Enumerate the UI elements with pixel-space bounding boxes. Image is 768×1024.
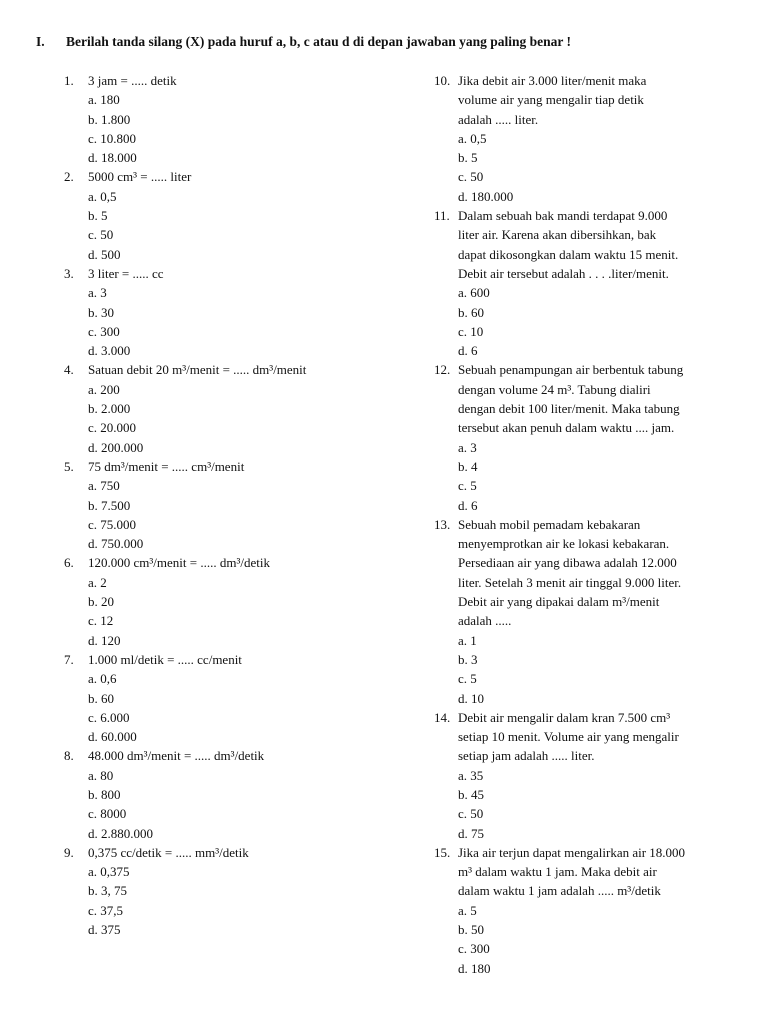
answer-option[interactable]: d. 375	[88, 922, 121, 938]
answer-option[interactable]: a. 3	[458, 439, 477, 455]
question-text: 3 liter = ..... cc	[88, 265, 164, 281]
question-text: 75 dm³/menit = ..... cm³/menit	[88, 458, 245, 474]
answer-option[interactable]: b. 5	[88, 208, 108, 224]
question-block	[434, 515, 734, 708]
answer-option[interactable]: a. 35	[458, 767, 484, 783]
question-text: Jika air terjun dapat mengalirkan air 18.000 m³ dalam waktu 1 jam. Maka debit air dalam waktu 1 jam adalah ..... m³/detik	[458, 844, 686, 899]
answer-option[interactable]: d. 60.000	[88, 729, 137, 745]
question	[64, 650, 394, 669]
answer-option[interactable]: b. 50	[458, 922, 484, 938]
answer-option[interactable]: d. 18.000	[88, 150, 137, 166]
answer-option[interactable]: d. 750.000	[88, 536, 144, 552]
answer-option[interactable]: a. 2	[88, 574, 107, 590]
answer-option[interactable]: b. 30	[88, 304, 114, 320]
answer-options	[64, 187, 394, 264]
answer-option[interactable]: d. 6	[458, 343, 478, 359]
answer-option[interactable]: b. 800	[88, 786, 121, 802]
right-question-column	[434, 71, 734, 978]
answer-options	[64, 380, 394, 457]
question	[64, 71, 394, 90]
answer-option[interactable]: b. 45	[458, 786, 484, 802]
question-block	[64, 746, 394, 842]
answer-options	[64, 476, 394, 553]
answer-option[interactable]: c. 5	[458, 671, 477, 687]
answer-options	[64, 283, 394, 360]
question-number: 11.	[434, 208, 450, 224]
question	[64, 457, 394, 476]
answer-option[interactable]: b. 4	[458, 458, 478, 474]
answer-option[interactable]: a. 80	[88, 767, 114, 783]
question	[434, 843, 734, 901]
question	[434, 515, 734, 631]
question-number: 12.	[434, 362, 451, 378]
question-text: 48.000 dm³/menit = ..... dm³/detik	[88, 748, 265, 764]
answer-option[interactable]: b. 3	[458, 651, 478, 667]
question-text: Satuan debit 20 m³/menit = ..... dm³/menit	[88, 362, 307, 378]
question-block	[64, 553, 394, 649]
answer-option[interactable]: a. 5	[458, 902, 477, 918]
answer-options	[64, 573, 394, 650]
question-block	[434, 708, 734, 843]
question-text: 0,375 cc/detik = ..... mm³/detik	[88, 844, 249, 860]
answer-option[interactable]: c. 50	[458, 169, 484, 185]
answer-option[interactable]: d. 75	[458, 825, 484, 841]
answer-option[interactable]: d. 120	[88, 632, 121, 648]
question-number: 2.	[64, 169, 74, 185]
answer-option[interactable]: b. 3, 75	[88, 883, 127, 899]
question-block	[64, 71, 394, 167]
question	[64, 746, 394, 765]
answer-option[interactable]: c. 300	[88, 323, 120, 339]
answer-options	[434, 129, 734, 206]
left-question-column	[64, 71, 394, 939]
answer-options	[64, 669, 394, 746]
answer-option[interactable]: b. 60	[88, 690, 114, 706]
question-block	[64, 457, 394, 553]
answer-option[interactable]: c. 20.000	[88, 420, 137, 436]
answer-option[interactable]: c. 5	[458, 478, 477, 494]
answer-options	[434, 283, 734, 360]
answer-option[interactable]: a. 200	[88, 381, 120, 397]
answer-option[interactable]: a. 1	[458, 632, 477, 648]
question	[64, 360, 394, 379]
answer-option[interactable]: d. 180.000	[458, 188, 514, 204]
answer-option[interactable]: b. 2.000	[88, 401, 131, 417]
question	[64, 553, 394, 572]
question-text: Sebuah penampungan air berbentuk tabung dengan volume 24 m³. Tabung dialiri dengan debit 100 liter/menit. Maka tabung tersebut akan penuh dalam waktu .... jam.	[458, 362, 684, 436]
answer-option[interactable]: c. 50	[88, 227, 114, 243]
question-number: 7.	[64, 651, 74, 667]
question-text: 1.000 ml/detik = ..... cc/menit	[88, 651, 242, 667]
question-number: 6.	[64, 555, 74, 571]
question-number: 4.	[64, 362, 74, 378]
question-block	[64, 264, 394, 360]
question-number: 5.	[64, 458, 74, 474]
question-block	[434, 360, 734, 514]
answer-options	[64, 766, 394, 843]
answer-options	[64, 90, 394, 167]
question-block	[434, 206, 734, 360]
question-block	[64, 843, 394, 939]
question-number: 15.	[434, 844, 451, 860]
answer-option[interactable]: b. 5	[458, 150, 478, 166]
question-number: 8.	[64, 748, 74, 764]
question	[434, 206, 734, 283]
answer-option[interactable]: c. 37,5	[88, 902, 124, 918]
question-text: Sebuah mobil pemadam kebakaran menyemprotkan air ke lokasi kebakaran. Persediaan air yang dibawa adalah 12.000 liter. Setelah 3 menit air tinggal 9.000 liter. Debit air yang dipakai dalam m³/menit adalah .....	[458, 516, 682, 629]
question-number: 9.	[64, 844, 74, 860]
question-block	[64, 360, 394, 456]
answer-option[interactable]: a. 3	[88, 285, 107, 301]
question-text: 3 jam = ..... detik	[88, 73, 177, 88]
answer-option[interactable]: c. 75.000	[88, 516, 137, 532]
question	[64, 264, 394, 283]
answer-option[interactable]: c. 10	[458, 323, 484, 339]
question-block	[64, 167, 394, 263]
answer-option[interactable]: a. 0,5	[88, 188, 117, 204]
question-text: 120.000 cm³/menit = ..... dm³/detik	[88, 555, 270, 571]
answer-option[interactable]: a. 0,375	[88, 864, 130, 880]
answer-option[interactable]: d. 180	[458, 960, 491, 976]
question-number: 3.	[64, 265, 74, 281]
answer-option[interactable]: b. 60	[458, 304, 484, 320]
question-number: 10.	[434, 73, 451, 88]
answer-option[interactable]: d. 2.880.000	[88, 825, 153, 841]
answer-options	[434, 901, 734, 978]
question-text: Debit air mengalir dalam kran 7.500 cm³ setiap 10 menit. Volume air yang mengalir setiap jam adalah ..... liter.	[458, 709, 679, 764]
answer-option[interactable]: a. 750	[88, 478, 120, 494]
question-number: 1.	[64, 73, 74, 88]
question	[64, 167, 394, 186]
section-number: I.	[36, 34, 45, 49]
answer-option[interactable]: c. 300	[458, 941, 490, 957]
instruction-text: Berilah tanda silang (X) pada huruf a, b, c atau d di depan jawaban yang paling benar !	[66, 34, 571, 49]
answer-option[interactable]: c. 8000	[88, 806, 127, 822]
question-block	[434, 71, 734, 206]
question	[64, 843, 394, 862]
answer-option[interactable]: d. 3.000	[88, 343, 131, 359]
question-text: 5000 cm³ = ..... liter	[88, 169, 192, 185]
answer-option[interactable]: c. 6.000	[88, 709, 130, 725]
answer-option[interactable]: d. 200.000	[88, 439, 144, 455]
answer-option[interactable]: d. 6	[458, 497, 478, 513]
instruction-heading	[36, 34, 736, 50]
answer-option[interactable]: a. 180	[88, 92, 120, 108]
answer-option[interactable]: c. 10.800	[88, 130, 137, 146]
question-number: 13.	[434, 516, 451, 532]
answer-option[interactable]: a. 0,6	[88, 671, 117, 687]
answer-option[interactable]: a. 0,5	[458, 130, 487, 146]
answer-option[interactable]: c. 50	[458, 806, 484, 822]
answer-option[interactable]: b. 1.800	[88, 111, 131, 127]
answer-options	[434, 631, 734, 708]
question	[434, 71, 734, 129]
answer-options	[434, 438, 734, 515]
question-number: 14.	[434, 709, 451, 725]
answer-option[interactable]: c. 12	[88, 613, 114, 629]
answer-option[interactable]: b. 7.500	[88, 497, 131, 513]
answer-option[interactable]: a. 600	[458, 285, 490, 301]
question-block	[64, 650, 394, 746]
answer-option[interactable]: b. 20	[88, 594, 114, 610]
question	[434, 360, 734, 437]
answer-option[interactable]: d. 500	[88, 246, 121, 262]
question-text: Jika debit air 3.000 liter/menit maka volume air yang mengalir tiap detik adalah ..... liter.	[458, 73, 647, 127]
answer-options	[64, 862, 394, 939]
answer-options	[434, 766, 734, 843]
answer-option[interactable]: d. 10	[458, 690, 484, 706]
question-block	[434, 843, 734, 978]
question-text: Dalam sebuah bak mandi terdapat 9.000 liter air. Karena akan dibersihkan, bak dapat dikosongkan dalam waktu 15 menit. Debit air tersebut adalah . . . .liter/menit.	[458, 208, 679, 281]
question	[434, 708, 734, 766]
